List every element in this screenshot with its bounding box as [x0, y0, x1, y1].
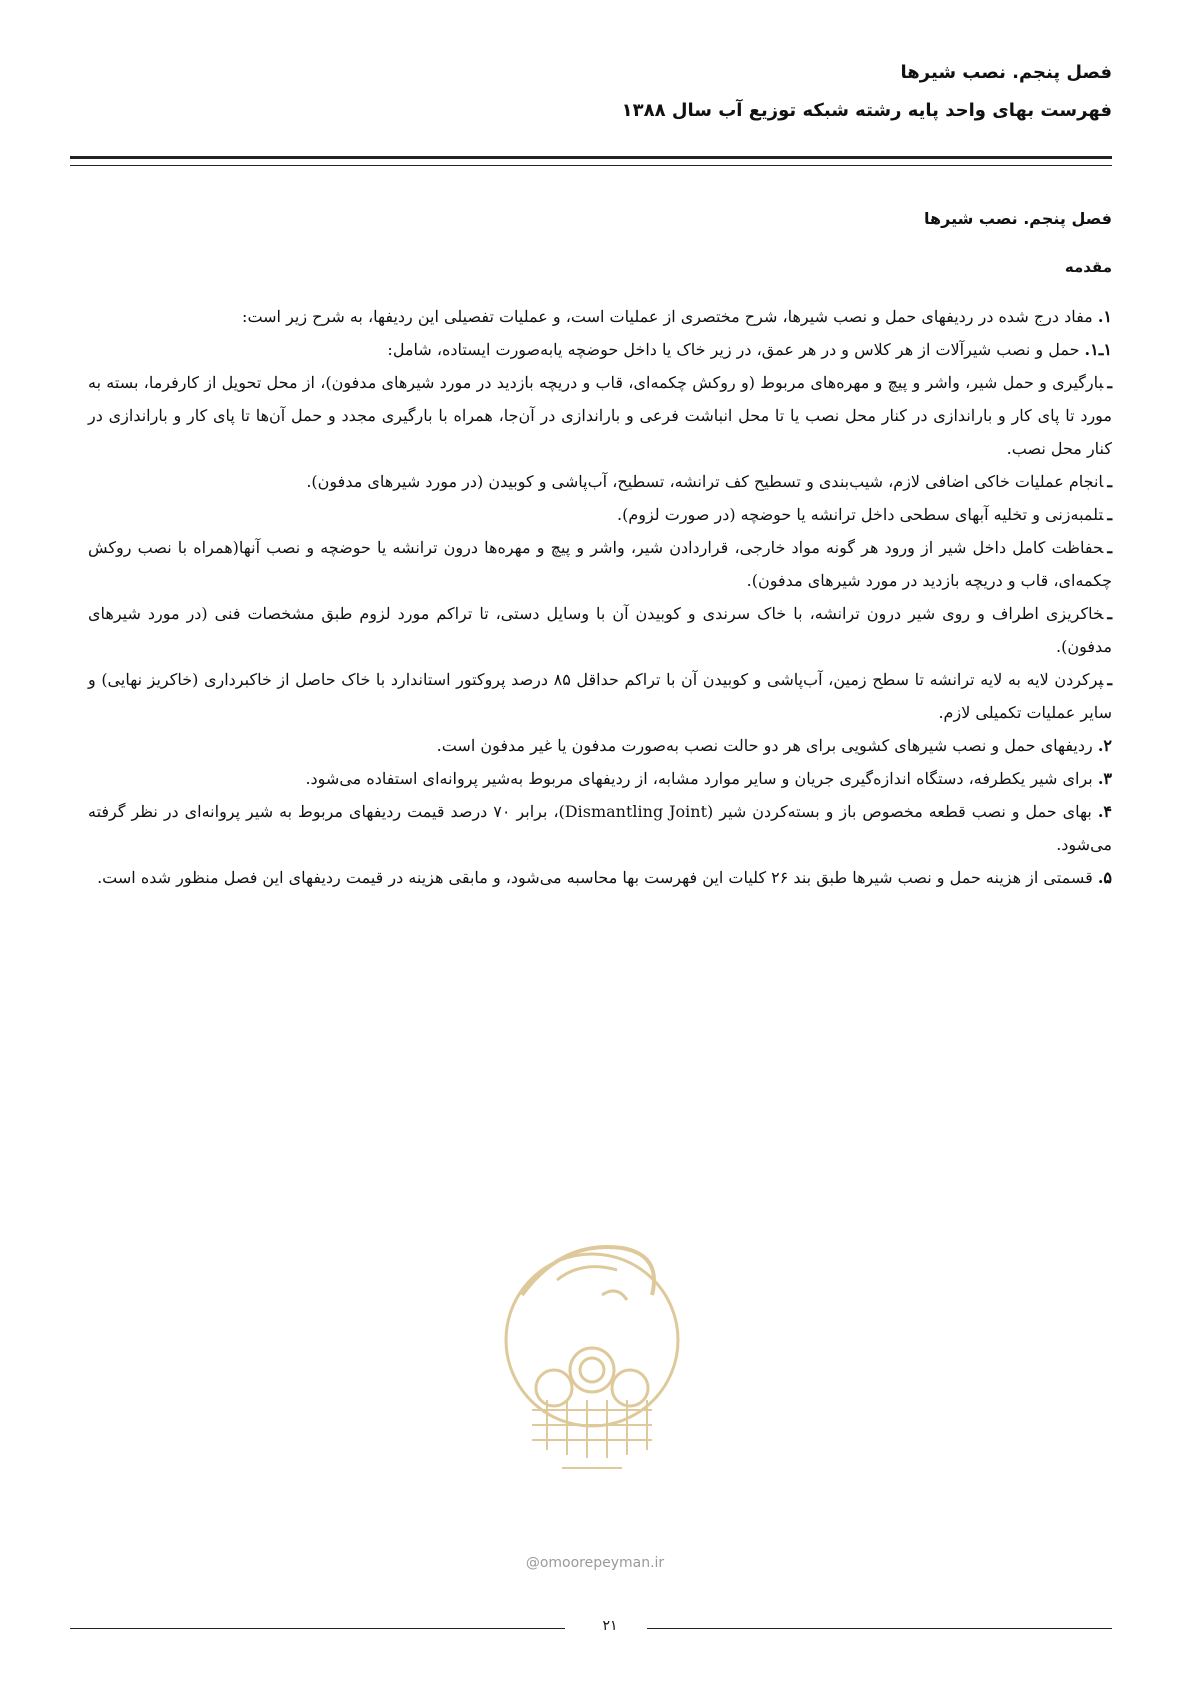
- bullet-item-3: [88, 498, 1112, 531]
- watermark-logo: [502, 1200, 682, 1490]
- page-footer: [70, 1618, 1112, 1638]
- paragraph-text: قسمتی از هزینه حمل و نصب شیرها طبق بند ۲۶ کلیات این فهرست بها محاسبه می‌شود، و مابقی هزینه در قیمت ردیفهای این فصل منظور شده است.: [97, 868, 1098, 887]
- bullet-text: حفاظت کامل داخل شیر از ورود هر گونه مواد خارجی، قراردادن شیر، واشر و پیچ و مهره‌ها درون ترانشه یا حوضچه و نصب آنها(همراه با نصب روکش چکمه‌ای، قاب و دریچه بازدید در مورد شیرهای مدفون).: [88, 538, 1112, 590]
- paragraph-text: بهای حمل و نصب قطعه مخصوص باز و بسته‌کردن شیر (Dismantling Joint)، برابر ۷۰ درصد قیمت ردیفهای مربوط به شیر پروانه‌ای در نظر گرفته می‌شود.: [88, 802, 1112, 854]
- paragraph-text: برای شیر یکطرفه، دستگاه اندازه‌گیری جریان و سایر موارد مشابه، از ردیفهای مربوط به‌شیر پروانه‌ای استفاده می‌شود.: [305, 769, 1098, 788]
- paragraph-number: ۱ـ۱.: [1084, 340, 1112, 359]
- bullet-item-4: [88, 531, 1112, 597]
- paragraph-number: ۳.: [1097, 769, 1112, 788]
- paragraph-1: [88, 300, 1112, 333]
- paragraph-text: حمل و نصب شیرآلات از هر کلاس و در هر عمق، در زیر خاک یا داخل حوضچه یابه‌صورت ایستاده، شامل:: [387, 340, 1085, 359]
- bullet-dash-icon: ـ: [1107, 472, 1112, 491]
- paragraph-number: ۱.: [1097, 307, 1112, 326]
- section-title: فصل پنجم. نصب شیرها: [924, 209, 1112, 228]
- bullet-item-6: [88, 663, 1112, 729]
- paragraph-3: [88, 762, 1112, 795]
- paragraph-5: [88, 861, 1112, 894]
- footer-rule-right: [647, 1628, 1112, 1629]
- bullet-item-5: [88, 597, 1112, 663]
- bullet-dash-icon: ـ: [1107, 373, 1112, 392]
- bullet-text: تلمبه‌زنی و تخلیه آبهای سطحی داخل ترانشه یا حوضچه (در صورت لزوم).: [617, 505, 1104, 524]
- paragraph-4: [88, 795, 1112, 861]
- header-subtitle: فهرست بهای واحد پایه رشته شبکه توزیع آب سال ۱۳۸۸: [621, 100, 1112, 121]
- bullet-dash-icon: ـ: [1107, 505, 1112, 524]
- header-divider: [70, 156, 1112, 166]
- bullet-text: انجام عملیات خاکی اضافی لازم، شیب‌بندی و تسطیح کف ترانشه، تسطیح، آب‌پاشی و کوبیدن (در مورد شیرهای مدفون).: [306, 472, 1104, 491]
- intro-heading: مقدمه: [1064, 258, 1112, 276]
- bullet-text: خاکریزی اطراف و روی شیر درون ترانشه، با خاک سرندی و کوبیدن آن با وسایل دستی، تا تراکم مورد لزوم طبق مشخصات فنی (در مورد شیرهای مدفون).: [88, 604, 1112, 656]
- footer-rule-left: [70, 1628, 565, 1629]
- watermark-caption: @omoorepeyman.ir: [525, 1555, 665, 1571]
- page-content: [88, 206, 1112, 894]
- paragraph-text: مفاد درج شده در ردیفهای حمل و نصب شیرها، شرح مختصری از عملیات است، و عملیات تفصیلی این ردیفها، به شرح زیر است:: [242, 307, 1098, 326]
- bullet-dash-icon: ـ: [1107, 538, 1113, 557]
- paragraph-text: ردیفهای حمل و نصب شیرهای کشویی برای هر دو حالت نصب به‌صورت مدفون یا غیر مدفون است.: [436, 736, 1098, 755]
- paragraph-number: ۴.: [1097, 802, 1113, 821]
- paragraph-number: ۵.: [1097, 868, 1112, 887]
- paragraph-number: ۲.: [1097, 736, 1112, 755]
- page-header: [70, 60, 1112, 124]
- bullet-dash-icon: ـ: [1107, 670, 1112, 689]
- header-chapter-title: فصل پنجم. نصب شیرها: [900, 62, 1112, 83]
- bullet-text: بارگیری و حمل شیر، واشر و پیچ و مهره‌های مربوط (و روکش چکمه‌ای، قاب و دریچه بازدید در مورد شیرهای مدفون)، از محل تحویل از کارفرما، بسته به مورد تا پای کار و باراندازی در کنار محل نصب یا تا محل انباشت فرعی و باراندازی در آن‌جا، همراه با بارگیری مجدد و حمل آن‌ها تا پای کار و باراندازی در کنار محل نصب.: [88, 373, 1112, 458]
- bullet-item-1: [88, 366, 1112, 465]
- paragraph-2: [88, 729, 1112, 762]
- bullet-dash-icon: ـ: [1107, 604, 1112, 623]
- page-number: ۲۱: [602, 1618, 618, 1634]
- bullet-item-2: [88, 465, 1112, 498]
- paragraph-1-1: [88, 333, 1112, 366]
- bullet-text: پرکردن لایه به لایه ترانشه تا سطح زمین، آب‌پاشی و کوبیدن آن با تراکم حداقل ۸۵ درصد پروکتور استاندارد با خاک حاصل از خاکبرداری (خاکریز نهایی) و سایر عملیات تکمیلی لازم.: [88, 670, 1112, 722]
